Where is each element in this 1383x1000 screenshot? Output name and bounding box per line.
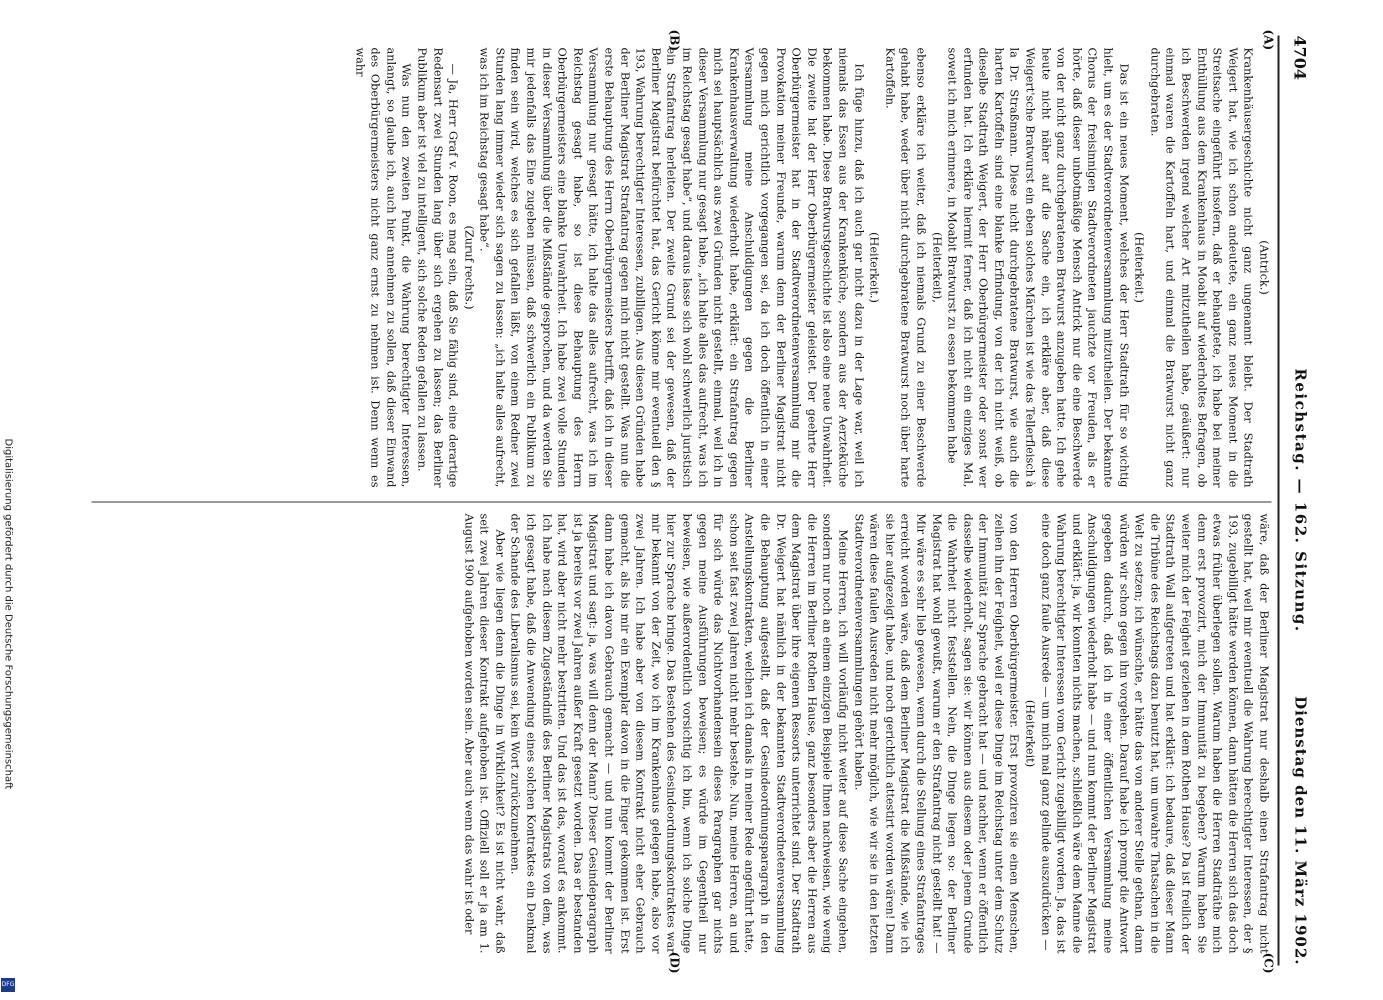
margin-marker-d: (D) xyxy=(667,951,681,973)
session-date: Dienstag den 11. März 1902. xyxy=(1291,695,1309,965)
interjection: (Heiterkeit) xyxy=(1023,699,1037,767)
dfg-logo: DFG xyxy=(1,978,15,992)
paragraph: Krankenhäusergeschichte nicht ganz ungenannt bleibt. Der Stadtrath Weigert hat, wie ich schon andeutete, ein ganz neues Moment in die Streitsache eingeführt insofern, daß er behauptete, ich habe bei meiner Enthüllung aus dem Krankenhaus in Moabit auf wiederholtes Befragen, ob ich Beschwerden irgend welcher Art mitzutheilen habe, geäußert: nur einmal waren die Kartoffeln hart, und einmal die Bratwurst nicht ganz durchgebraten. xyxy=(1147,47,1255,487)
column-divider xyxy=(91,501,1271,502)
speaker-label: (Antrick.) xyxy=(1257,239,1270,295)
interjection: (Heiterkeit), xyxy=(929,231,943,303)
interjection: (Heiterkeit.) xyxy=(867,231,881,303)
margin-marker-c: (C) xyxy=(1261,952,1275,973)
margin-marker-a: (A) xyxy=(1261,29,1275,50)
margin-marker-b: (B) xyxy=(667,29,681,51)
paragraph: — Ja, Herr Graf v. Roon, es mag sein, daß Sie fähig sind, eine derartige Redensart zwei Stunden lang über sich ergehen zu lassen; das Berliner Publikum aber ist viel zu intelligent, sich solche Reden gefallen zu lassen. xyxy=(414,47,460,487)
paragraph: Das ist ein neues Moment, welches der Herr Stadtrath für so wichtig hielt, um es der Stadtverordnetenversammlung mitzutheilen. Der bekannte Chorus der freisinnigen Stadtverordneten jauchzte vor Freuden, als er hörte, daß dieser unbotmäßige Mensch Antrick nur die eine Beschwerde von der nicht ganz durchgebratenen Bratwurst anzugeben hatte. Ich gehe heute nicht näher auf die Sache ein, ich erkläre aber, daß diese Weigert'sche Bratwurst ein eben solches Märchen ist wie das Tellerfleisch à la Dr. Straßmann. Diese nicht durchgebratene Bratwurst, wie auch die harten Kartoffeln sind eine blanke Erfindung, von der ich nicht weiß, ob dieselbe Stadtrath Weigert, der Herr Oberbürgermeister oder sonst wer erfunden hat. Ich erkläre hiermit ferner, daß ich nicht ein einziges Mal, soweit ich mich erinnere, in Moabit Bratwurst zu essen bekommen habe xyxy=(945,47,1130,487)
digitization-credit xyxy=(0,430,16,990)
page-header xyxy=(1277,35,1319,965)
interjection: (Heiterkeit.) xyxy=(1132,231,1146,303)
interjection: (Zuruf rechts.) xyxy=(461,224,475,309)
newspaper-page xyxy=(64,29,1319,973)
left-text-column xyxy=(81,47,1271,487)
page-title: Reichstag. — 162. Sitzung. xyxy=(1291,367,1309,633)
right-text-column xyxy=(81,513,1271,953)
paragraph: von den Herren Oberbürgermeister. Erst provoziren sie einen Menschen, zeihen ihn der Feigheit, weil er diese Dinge im Reichstag unter dem Schutz der Immunität zur Sprache gebracht hat — und nachher, wenn er öffentlich dasselbe wiederholt, sagen sie: wir können aus diesem oder jenem Grunde die Wahrheit nicht feststellen. Nein, die Dinge liegen so: der Berliner Magistrat hat wohl gewußt, warum er den Strafantrag nicht gestellt hat! — Mir wäre es sehr lieb gewesen, wenn durch die Stellung eines Strafantrages erreicht worden wäre, daß dem Berliner Magistrat die Mißstände, wie ich sie hier aufgezeigt habe, und noch gerichtlich attestirt worden wären! Dann wären diese faulen Ausreden nicht mehr möglich, wie wir sie in den letzten Stadtverordnetenversammlungen gehört haben. xyxy=(851,513,1021,953)
paragraph: ebenso erkläre ich weiter, daß ich niemals Grund zu einer Beschwerde gehabt habe, weder über nicht durchgebratene Bratwurst noch über harte Kartoffeln. xyxy=(882,47,927,487)
credit-text: Digitalisierung gefördert durch die Deutsche Forschungsgemeinschaft xyxy=(2,438,14,790)
paragraph: Ich füge hinzu, daß ich auch gar nicht dazu in der Lage war, weil ich niemals das Essen aus der Krankenküche, sondern aus der Aerzteküche bekommen habe. Diese Bratwurstgeschichte ist also eine neue Unwahrheit. Die zweite hat der Herr Oberbürgermeister geleistet. Der geehrte Herr Oberbürgermeister hat in der Stadtverordnetenversammlung mir die Provokation meiner Freunde, warum denn der Berliner Magistrat nicht gegen mich gerichtlich vorgegangen sei, da ich doch öffentlich in einer Versammlung meine Anschuldigungen gegen die Berliner Krankenhausverwaltung wiederholt habe, erklärt: ein Strafantrag gegen mich sei hauptsächlich aus zwei Gründen nicht gestellt, einmal, weil ich in dieser Versammlung nur gesagt habe, „ich halte alles das aufrecht, was ich im Reichstag gesagt habe“, und daraus lasse sich wohl schwerlich juristisch ein Strafantrag herleiten. Der zweite Grund sei der gewesen, daß der Berliner Magistrat befürchtet hat, das Gericht könne mir eventuell den § 193, Wahrung berechtigter Interessen, zubilligen. Aus diesen Gründen habe der Berliner Magistrat Strafantrag gegen mich nicht gestellt. Was nun die erste Behauptung des Herrn Oberbürgermeisters betrifft, daß ich in dieser Versammlung nur gesagt hätte, ich halte das alles aufrecht, was ich im Reichstag gesagt habe, so ist diese Behauptung des Herrn Oberbürgermeisters eine blanke Unwahrheit. Ich habe zwei volle Stunden in dieser Versammlung über die Mißstände gesprochen, und da werden Sie mir jedenfalls das Eine zugeben müssen, daß schwerlich ein Publikum zu finden sein wird, welches es sich gefallen läßt, von einem Redner zwei Stunden lang immer wieder sich sagen zu lassen: „ich halte alles aufrecht, was ich im Reichstag gesagt habe“. xyxy=(477,47,865,487)
page-number: 4704 xyxy=(1290,35,1309,80)
paragraph: Aber wie liegen denn die Dinge in Wirklichkeit? Es ist nicht wahr, daß seit zwei Jahren dieser Kontrakt aufgehoben ist. Offiziell soll er ja am 1. August 1900 aufgehoben worden sein. Aber auch wenn das wahr ist oder xyxy=(461,513,506,953)
paragraph: Meine Herren, ich will vorläufig nicht weiter auf diese Sache eingehen, sondern nur noch an einem einzigen Beispiele Ihnen nachweisen, wie wenig die Herren im Berliner Rothen Hause, ganz besonders aber die Herren aus dem Magistrat über ihre eigenen Ressorts unterrichtet sind. Der Stadtrath Dr. Weigert hat nämlich in der bekannten Stadtverordnetenversammlung die Behauptung aufgestellt, daß der Gesindeordnungsparagraph in den Anstellungskontrakten, welchen ich damals in meiner Rede angeführt hatte, schon seit fast zwei Jahren nicht mehr bestehe. Nun, meine Herren, an und für sich würde das Nichtvorhandensein dieses Paragraphen gar nichts gegen meine Ausführungen beweisen; es würde im Gegentheil nur beweisen, wie außerordentlich vorsichtig ich bin, wenn ich solche Dinge hier zur Sprache bringe. Das Bestehen des Gesindeordnungskontraktes war mir bekannt von der Zeit, wo ich im Krankenhaus gelegen habe, also vor zwei Jahren. Ich habe aber von diesem Kontrakt nicht eher Gebrauch gemacht, als bis mir ein Exemplar davon in die Finger gekommen ist. Erst dann habe ich davon Gebrauch gemacht — und nun kommt der Berliner Magistrat und sagt: ja, was will denn der Mann? Dieser Gesindeparagraph ist ja bereits vor zwei Jahren außer Kraft gesetzt worden. Das er bestanden hat, wird aber nicht mehr bestritten. Und das ist das, worauf es ankommt. Ich habe nach diesem Zugeständniß des Berliner Magistrats von dem, was ich gesagt habe, daß die Anwendung eines solchen Kontraktes ein Denkmal der Schande des Liberalismus sei, kein Wort zurückzunehmen. xyxy=(508,513,849,953)
paragraph: Was nun den zweiten Punkt, die Wahrung berechtigter Interessen, anlangt, so glaube ich, auch hier annehmen zu sollen, daß dieser Einwand des Oberbürgermeisters nicht ganz ernst zu nehmen ist. Denn wenn es wahr xyxy=(352,47,413,487)
paragraph: wäre, daß der Berliner Magistrat nur deshalb einen Strafantrag nicht gestellt hat, weil mir eventuell die Wahrung berechtigter Interessen, der § 193, zugebilligt hätte werden können, dann hätten die Herren sich das doch etwas früher überlegen sollen. Warum haben die Herren Stadträthe mich denn erst provozirt, mich der Immunität zu begeben? Warum haben Sie weiter mich der Feigheit geziehen in dem Rothen Hause? Da ist freilich der Stadtrath Wall aufgetreten und hat erklärt: ich bedaure, daß dieser Mann die Tribüne des Reichstags dazu benutzt hat, um unwahre Thatsachen in die Welt zu setzen; ich wünschte, er hätte das von anderer Stelle gethan, dann würden wir schon gegen ihn vorgehen. Darauf habe ich prompt die Antwort gegeben dadurch, daß ich in einer öffentlichen Versammlung meine Anschuldigungen wiederholt habe — und nun kommt der Berliner Magistrat und erklärt: ja, wir konnten nichts machen, schließlich wäre dem Manne die Wahrung berechtigter Interessen vom Gericht zugebilligt worden. Ja, das ist eine doch ganz faule Ausrede — um mich mal ganz gelinde auszudrücken — xyxy=(1038,513,1270,954)
